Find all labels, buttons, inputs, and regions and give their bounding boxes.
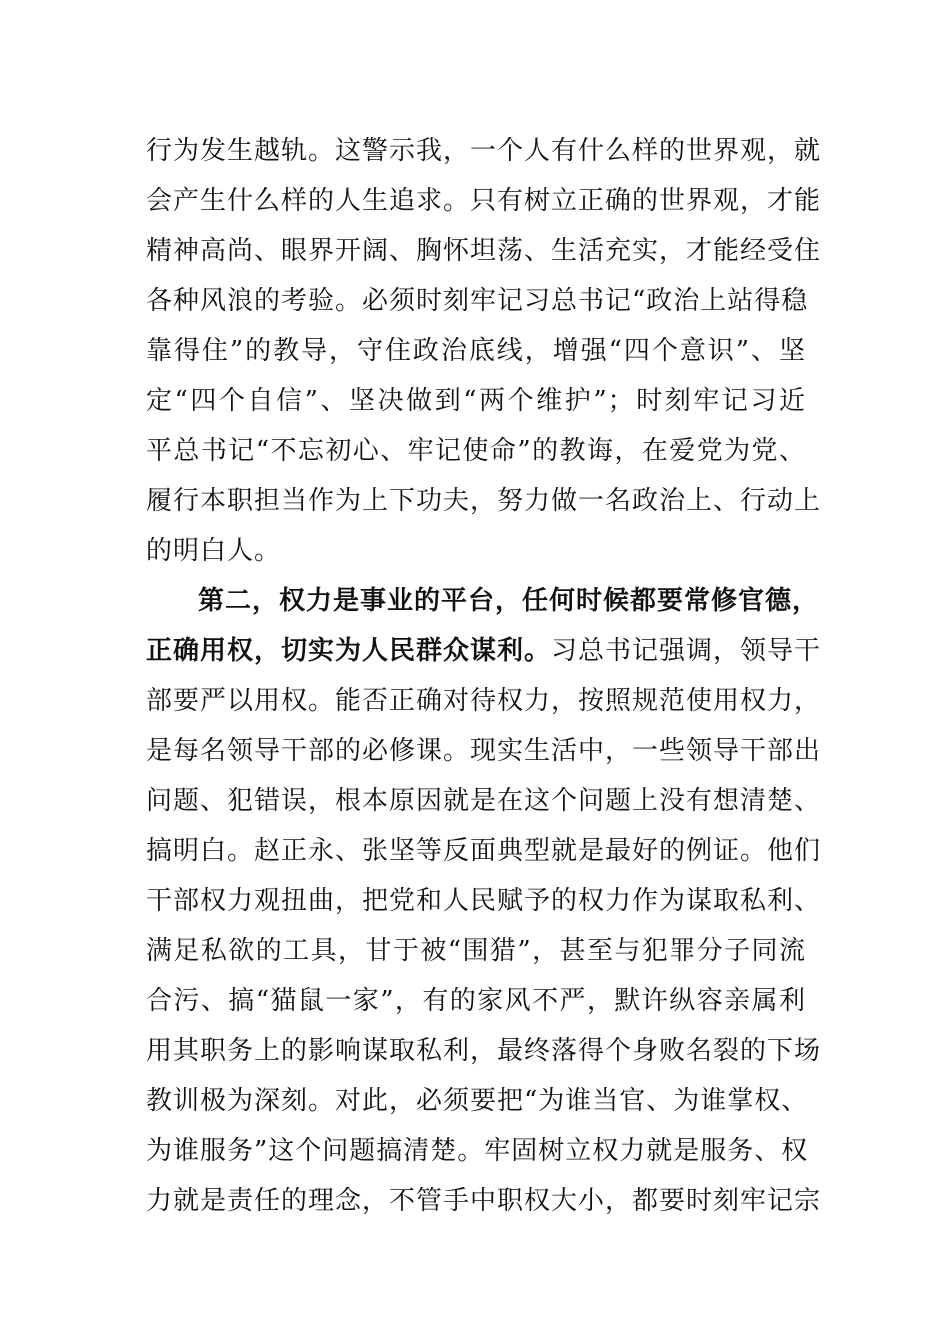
text-line: 靠得住”的教导，守住政治底线，增强“四个意识”、坚 bbox=[146, 336, 806, 366]
text-line: 精神高尚、眼界开阔、胸怀坦荡、生活充实，才能经受住 bbox=[146, 236, 822, 266]
text-line: 行为发生越轨。这警示我，一个人有什么样的世界观，就 bbox=[146, 136, 822, 166]
text-line: 各种风浪的考验。必须时刻牢记习总书记“政治上站得稳 bbox=[146, 286, 809, 316]
text-line: 平总书记“不忘初心、牢记使命”的教诲，在爱党为党、 bbox=[146, 436, 806, 466]
section-heading-continued: 正确用权，切实为人民群众谋利。 bbox=[146, 636, 552, 666]
text-line: 为谁服务”这个问题搞清楚。牢固树立权力就是服务、权 bbox=[146, 1136, 809, 1166]
text-line: 问题、犯错误，根本原因就是在这个问题上没有想清楚、 bbox=[146, 786, 822, 816]
text-line: 用其职务上的影响谋取私利，最终落得个身败名裂的下场 bbox=[146, 1036, 822, 1066]
text-line: 履行本职担当作为上下功夫，努力做一名政治上、行动上 bbox=[146, 486, 822, 516]
text-line: 教训极为深刻。对此，必须要把“为谁当官、为谁掌权、 bbox=[146, 1086, 809, 1116]
text-run: 习总书记强调，领导干 bbox=[551, 636, 822, 666]
paragraph-power bbox=[146, 576, 822, 1226]
text-line: 搞明白。赵正永、张坚等反面典型就是最好的例证。他们 bbox=[146, 836, 822, 866]
document-page bbox=[146, 126, 822, 1226]
text-line: 会产生什么样的人生追求。只有树立正确的世界观，才能 bbox=[146, 186, 822, 216]
text-line: 定“四个自信”、坚决做到“两个维护”；时刻牢记习近 bbox=[146, 386, 806, 416]
section-heading: 第二，权力是事业的平台，任何时候都要常修官德， bbox=[198, 586, 820, 616]
text-line: 部要严以用权。能否正确对待权力，按照规范使用权力， bbox=[146, 686, 822, 716]
text-line: 合污、搞“猫鼠一家”，有的家风不严，默许纵容亲属利 bbox=[146, 986, 806, 1016]
text-line: 干部权力观扭曲，把党和人民赋予的权力作为谋取私利、 bbox=[146, 886, 822, 916]
text-line: 力就是责任的理念，不管手中职权大小，都要时刻牢记宗 bbox=[146, 1186, 822, 1216]
text-line: 的明白人。 bbox=[146, 536, 282, 566]
text-line bbox=[146, 626, 822, 676]
text-line: 是每名领导干部的必修课。现实生活中，一些领导干部出 bbox=[146, 736, 822, 766]
paragraph-worldview bbox=[146, 126, 822, 576]
text-line: 满足私欲的工具，甘于被“围猎”，甚至与犯罪分子同流 bbox=[146, 936, 806, 966]
